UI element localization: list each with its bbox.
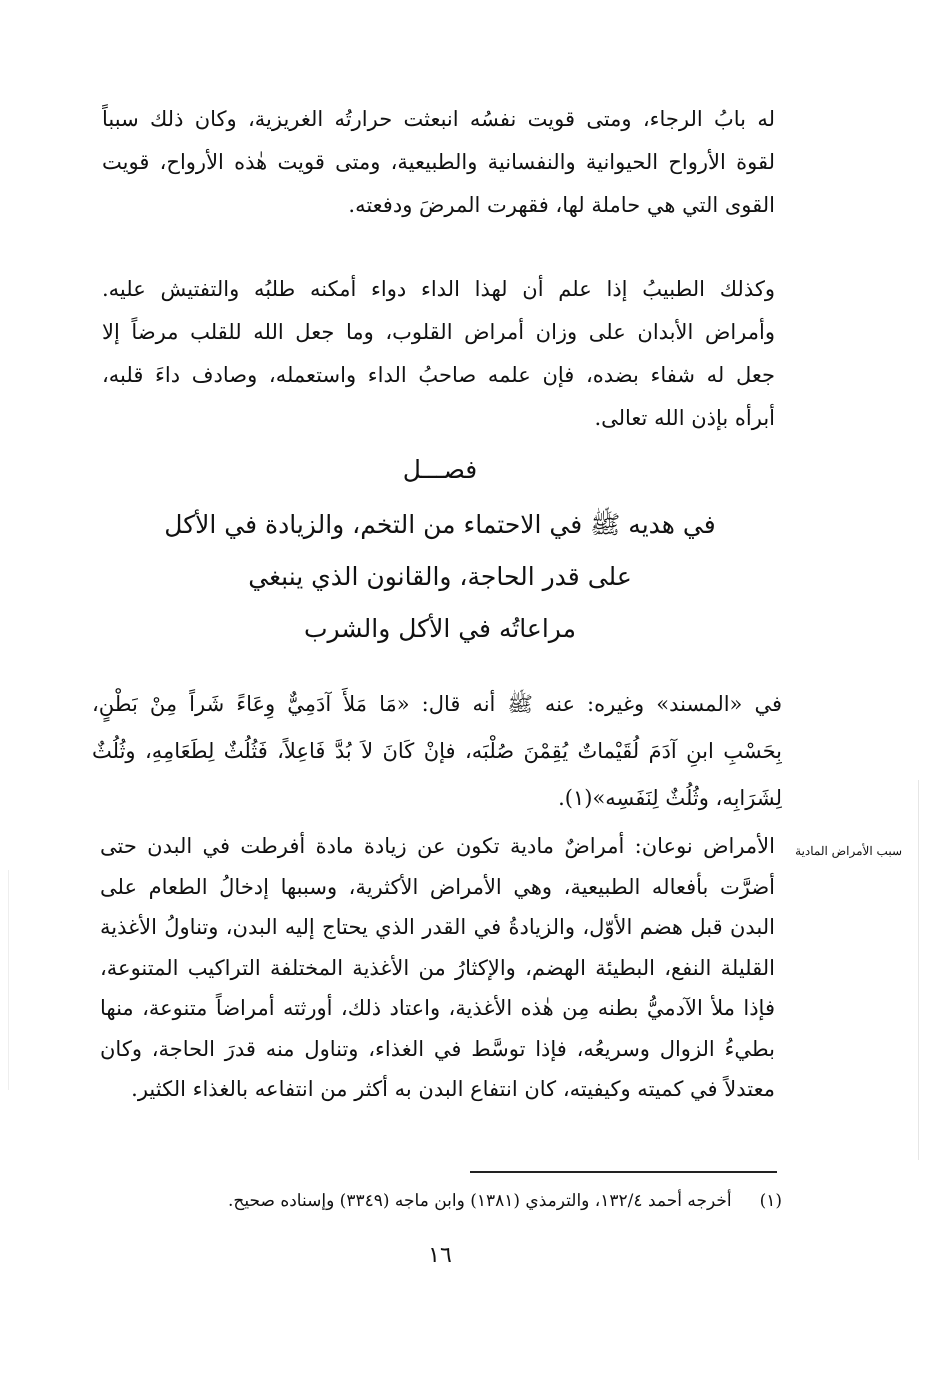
text-line: له بابُ الرجاء، ومتى قويت نفسُه انبعثت حرارتُه الغريزية، وكان ذلك سبباً	[102, 107, 775, 131]
text-line: معتدلاً في كميته وكيفيته، كان انتفاع البدن به أكثر من انتفاعه بالغذاء الكثير.	[131, 1077, 775, 1101]
paragraph-hope-and-spirits	[102, 98, 775, 227]
footnote	[120, 1186, 782, 1216]
text-line: وكذلك الطبيبُ إذا علم أن لهذا الداء دواء أمكنه طلبُه والتفتيش عليه.	[102, 277, 775, 301]
text-line: أضرَّت بأفعاله الطبيعية، وهي الأمراض الأكثرية، وسببها إدخالُ الطعام على	[100, 874, 775, 899]
paragraph-material-diseases	[100, 826, 775, 1110]
section-title-line-1: في هديه ﷺ في الاحتماء من التخم، والزيادة في الأكل	[164, 510, 716, 539]
section-title-line-3: مراعاتُه في الأكل والشرب	[304, 614, 576, 643]
text-line: بطيءُ الزوال وسريعُه، فإذا توسَّط في الغذاء، وتناول منه قدرَ الحاجة، وكان	[100, 1036, 775, 1061]
footnote-divider	[470, 1171, 777, 1173]
text-line: وأمراض الأبدان على وزان أمراض القلوب، وما جعل الله للقلب مرضاً إلا	[102, 320, 775, 344]
paragraph-physician-and-cure	[102, 268, 775, 440]
text-line: أبرأه بإذن الله تعالى.	[594, 406, 775, 430]
text-line: فإذا ملأ الآدميُّ بطنه مِن هٰذه الأغذية، واعتاد ذلك، أورثته أمراضاً متنوعة، منها	[100, 996, 775, 1020]
footnote-text: أخرجه أحمد ١٣٢/٤، والترمذي (١٣٨١) وابن ماجه (٣٣٤٩) وإسناده صحيح.	[228, 1191, 732, 1211]
margin-note: سبب الأمراض المادية	[795, 844, 902, 858]
scan-edge-shadow	[918, 780, 919, 1160]
text-line: الأمراض نوعان: أمراضٌ مادية تكون عن زيادة مادة أفرطت في البدن حتى	[100, 834, 775, 858]
text-line: في «المسند» وغيره: عنه ﷺ أنه قال: «مَا مَلأَ آدَمِيٌّ وِعَاءً شَراً مِنْ بَطْنٍ،	[92, 692, 782, 716]
section-title-line-2: على قدر الحاجة، والقانون الذي ينبغي	[248, 562, 632, 591]
paragraph-hadith-quote	[92, 681, 782, 822]
section-label: فصـــل	[402, 455, 478, 484]
text-line: القليلة النفع، البطيئة الهضم، والإكثارُ من الأغذية المختلفة التراكيب المتنوعة،	[100, 955, 775, 980]
text-line: جعل له شفاء بضده، فإن علمه صاحبُ الداء واستعمله، وصادف داءَ قلبه،	[102, 363, 775, 387]
text-line: البدن قبل هضم الأوّل، والزيادةُ في القدر الذي يحتاج إليه البدن، وتناولُ الأغذية	[100, 915, 775, 939]
page-number: ١٦	[428, 1243, 452, 1268]
text-line: القوى التي هي حاملة لها، فقهرت المرضَ ودفعته.	[348, 193, 775, 217]
text-line: لِشَرَابِه، وثُلُثٌ لِنَفَسِه»(١).	[558, 786, 782, 810]
scan-edge-shadow-left	[8, 870, 9, 1090]
footnote-number: (١)	[759, 1191, 782, 1211]
text-line: بِحَسْبِ ابنِ آدَمَ لُقَيْماتٌ يُقِمْنَ صُلْبَه، فإنْ كَانَ لاَ بُدَّ فَاعِلاً، فَثُلُثٌ لِطَعَامِهِ، وثُلُثٌ	[92, 739, 782, 763]
text-line: لقوة الأرواح الحيوانية والنفسانية والطبيعية، ومتى قويت هٰذه الأرواح، قويت	[102, 150, 775, 174]
